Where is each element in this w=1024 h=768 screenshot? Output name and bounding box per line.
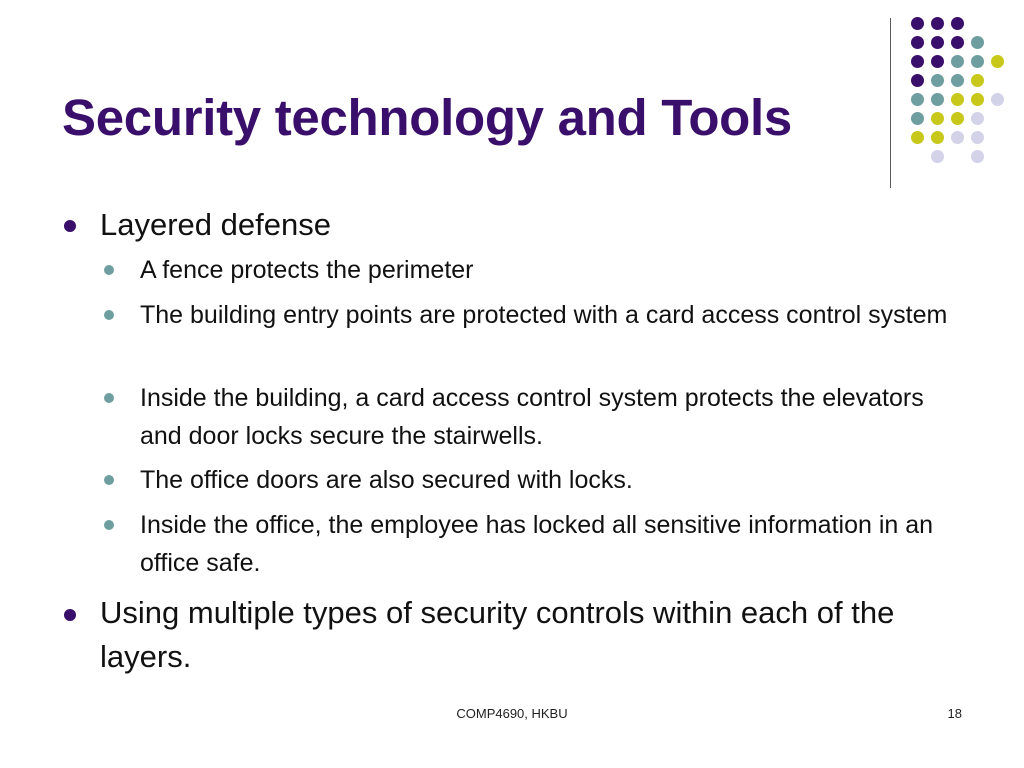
- bullet-item-level1: Layered defense: [100, 207, 331, 242]
- bullet-item-level2: A fence protects the perimeter: [140, 256, 474, 284]
- bullet-item-level2: Inside the building, a card access control system protects the elevators and door locks secure the stairwells.: [140, 384, 924, 450]
- bullet-marker: [104, 310, 114, 320]
- bullet-marker: [64, 609, 76, 621]
- bullet-marker: [104, 520, 114, 530]
- bullet-marker: [104, 393, 114, 403]
- bullet-item-level2: The office doors are also secured with locks.: [140, 466, 633, 494]
- footer-course-label: COMP4690, HKBU: [456, 706, 568, 721]
- bullet-marker: [64, 220, 76, 232]
- page-number: 18: [947, 706, 962, 721]
- bullet-item-level1: Using multiple types of security controls within each of the layers.: [100, 595, 895, 674]
- bullet-marker: [104, 475, 114, 485]
- bullet-item-level2: The building entry points are protected with a card access control system: [140, 301, 948, 329]
- bullet-marker: [104, 265, 114, 275]
- bullet-item-level2: Inside the office, the employee has locked all sensitive information in an office safe.: [140, 511, 934, 577]
- slide-title: Security technology and Tools: [62, 89, 792, 146]
